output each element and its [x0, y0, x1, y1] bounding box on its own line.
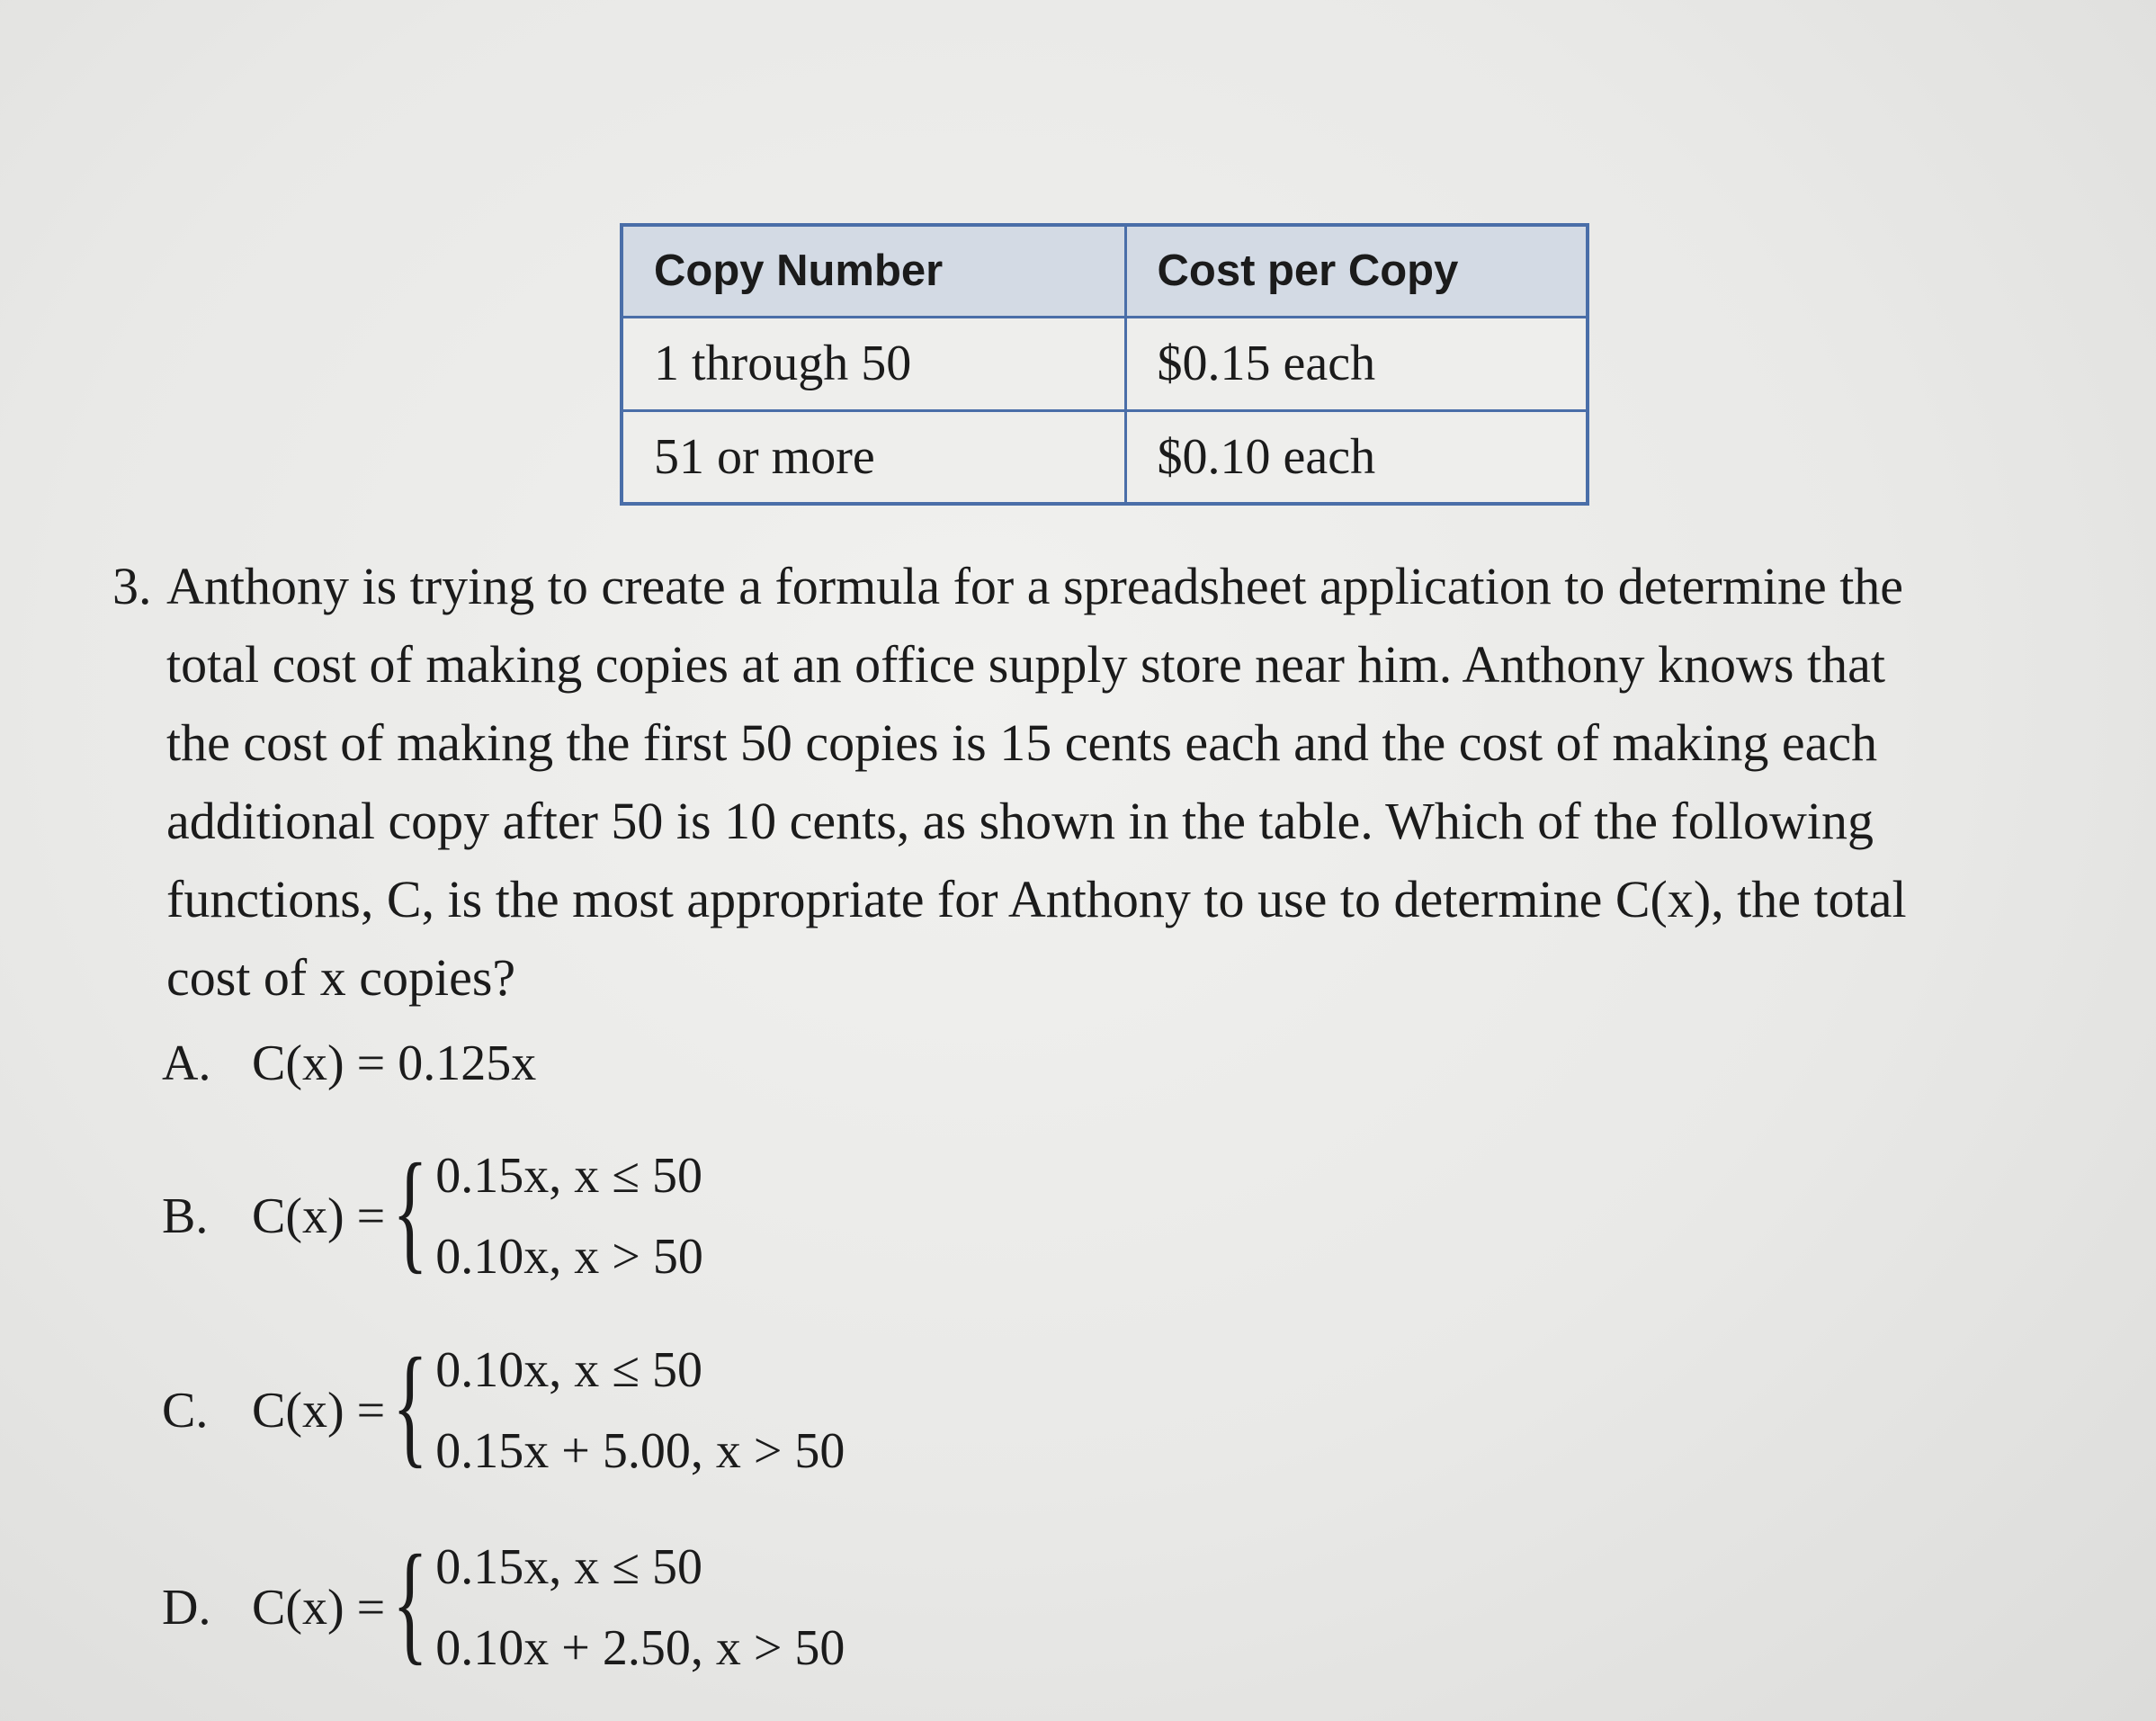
table-cell: $0.15 each	[1125, 317, 1588, 410]
option-formula-lhs: C(x) =	[252, 1580, 386, 1636]
question-line: additional copy after 50 is 10 cents, as shown in the table. Which of the following	[166, 792, 1874, 850]
table-row	[622, 410, 1588, 504]
case-line: 0.15x, x ≤ 50	[435, 1148, 702, 1204]
table-cell: $0.10 each	[1125, 410, 1588, 504]
case-line: 0.10x + 2.50, x > 50	[435, 1620, 845, 1676]
question-line: total cost of making copies at an office supply store near him. Anthony knows that	[166, 635, 1885, 694]
option-a[interactable]	[162, 1035, 541, 1092]
question-number: 3.	[112, 557, 152, 615]
table-row	[622, 317, 1588, 410]
case-line: 0.10x, x ≤ 50	[435, 1342, 702, 1398]
option-c[interactable]	[162, 1330, 845, 1492]
option-b[interactable]	[162, 1135, 703, 1297]
table-cell: 1 through 50	[622, 317, 1125, 410]
option-formula-lhs: C(x) =	[252, 1383, 386, 1439]
left-brace: {	[392, 1136, 429, 1286]
table-header-row	[622, 225, 1588, 317]
case-line: 0.15x, x ≤ 50	[435, 1539, 702, 1595]
header-cost-per-copy: Cost per Copy	[1125, 225, 1588, 317]
option-formula: C(x) = 0.125x	[252, 1035, 537, 1091]
option-letter: D.	[162, 1580, 211, 1636]
case-line: 0.10x, x > 50	[435, 1229, 703, 1285]
question-line: the cost of making the first 50 copies is 15 cents each and the cost of making each	[166, 713, 1878, 772]
option-letter: A.	[162, 1035, 211, 1091]
left-brace: {	[392, 1528, 429, 1677]
piecewise-cases	[435, 1330, 845, 1492]
header-copy-number: Copy Number	[622, 225, 1125, 317]
question-line: functions, C, is the most appropriate for Anthony to use to determine C(x), the total	[166, 870, 1907, 928]
option-letter: C.	[162, 1383, 209, 1439]
table-cell: 51 or more	[622, 410, 1125, 504]
question-line: cost of x copies?	[166, 948, 516, 1007]
question-text	[166, 547, 2010, 1017]
case-line: 0.15x + 5.00, x > 50	[435, 1423, 845, 1479]
option-formula-lhs: C(x) =	[252, 1188, 386, 1244]
question-block	[112, 547, 2010, 1017]
question-line: Anthony is trying to create a formula for a spreadsheet application to determine the	[166, 557, 1904, 615]
piecewise-cases	[435, 1135, 703, 1297]
left-brace: {	[392, 1331, 429, 1480]
piecewise-cases	[435, 1527, 845, 1689]
copy-cost-table	[620, 223, 1589, 506]
option-letter: B.	[162, 1188, 209, 1244]
option-d[interactable]	[162, 1527, 845, 1689]
